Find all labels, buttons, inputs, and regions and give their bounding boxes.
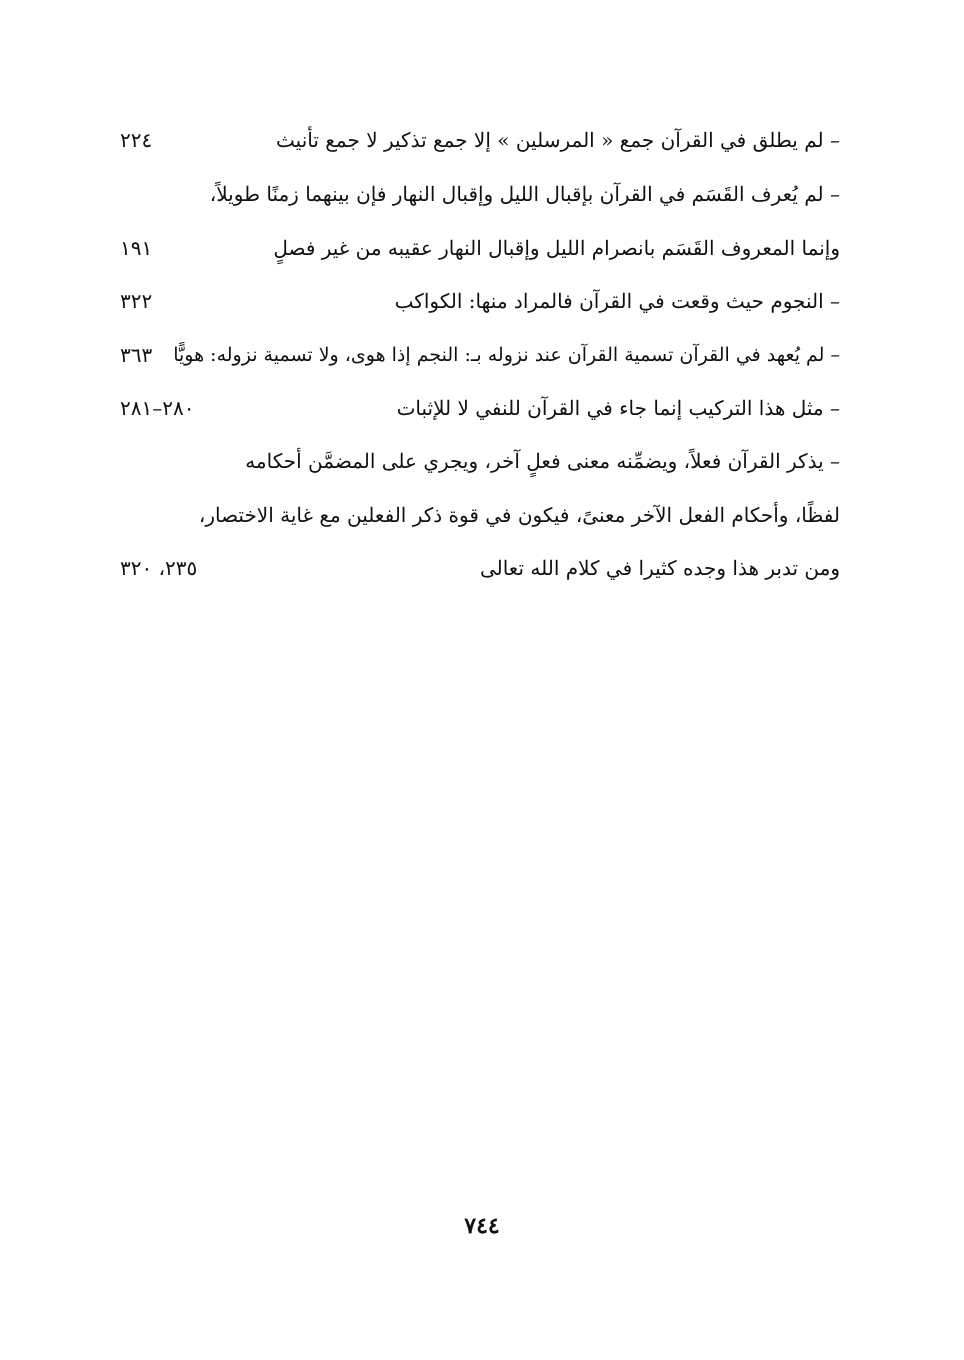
- index-entry: [100, 120, 840, 160]
- page-number: ٧٤٤: [464, 1213, 500, 1239]
- index-entry: [100, 441, 840, 481]
- index-entry: [100, 174, 840, 214]
- index-entry: [100, 388, 840, 428]
- entry-text: ومن تدبر هذا وجده كثيرا في كلام الله تعالى: [479, 556, 840, 580]
- index-entry: [100, 495, 840, 535]
- entry-page-ref: ٢٨٠–٢٨١: [120, 396, 195, 420]
- entry-text: – مثل هذا التركيب إنما جاء في القرآن للنفي لا للإثبات: [396, 396, 840, 420]
- entry-page-ref: ١٩١: [120, 236, 153, 260]
- entry-text: – لم يطلق في القرآن جمع « المرسلين » إلا جمع تذكير لا جمع تأنيث: [276, 128, 840, 152]
- entry-page-ref: ٣٦٣: [120, 343, 153, 367]
- index-entry: [100, 228, 840, 268]
- entry-text: – النجوم حيث وقعت في القرآن فالمراد منها: الكواكب: [394, 289, 840, 313]
- entry-text: – لم يُعهد في القرآن تسمية القرآن عند نزوله بـ: النجم إذا هوى، ولا تسمية نزوله: هويًّا: [173, 344, 840, 366]
- entry-text: – لم يُعرف القَسَم في القرآن بإقبال الليل وإقبال النهار فإن بينهما زمنًا طويلاً،: [209, 182, 840, 206]
- entry-page-ref: ٣٢٢: [120, 289, 153, 313]
- index-entry: [100, 548, 840, 588]
- entry-text: لفظًا، وأحكام الفعل الآخر معنىً، فيكون في قوة ذكر الفعلين مع غاية الاختصار،: [198, 503, 840, 527]
- entry-page-ref: ٢٣٥، ٣٢٠: [120, 556, 198, 580]
- entry-text: وإنما المعروف القَسَم بانصرام الليل وإقبال النهار عقيبه من غير فصلٍ: [273, 236, 840, 260]
- entry-page-ref: ٢٢٤: [120, 128, 153, 152]
- index-entry: [100, 335, 840, 375]
- index-entry: [100, 281, 840, 321]
- entry-text: – يذكر القرآن فعلاً، ويضمِّنه معنى فعلٍ آخر، ويجري على المضمَّن أحكامه: [245, 449, 840, 473]
